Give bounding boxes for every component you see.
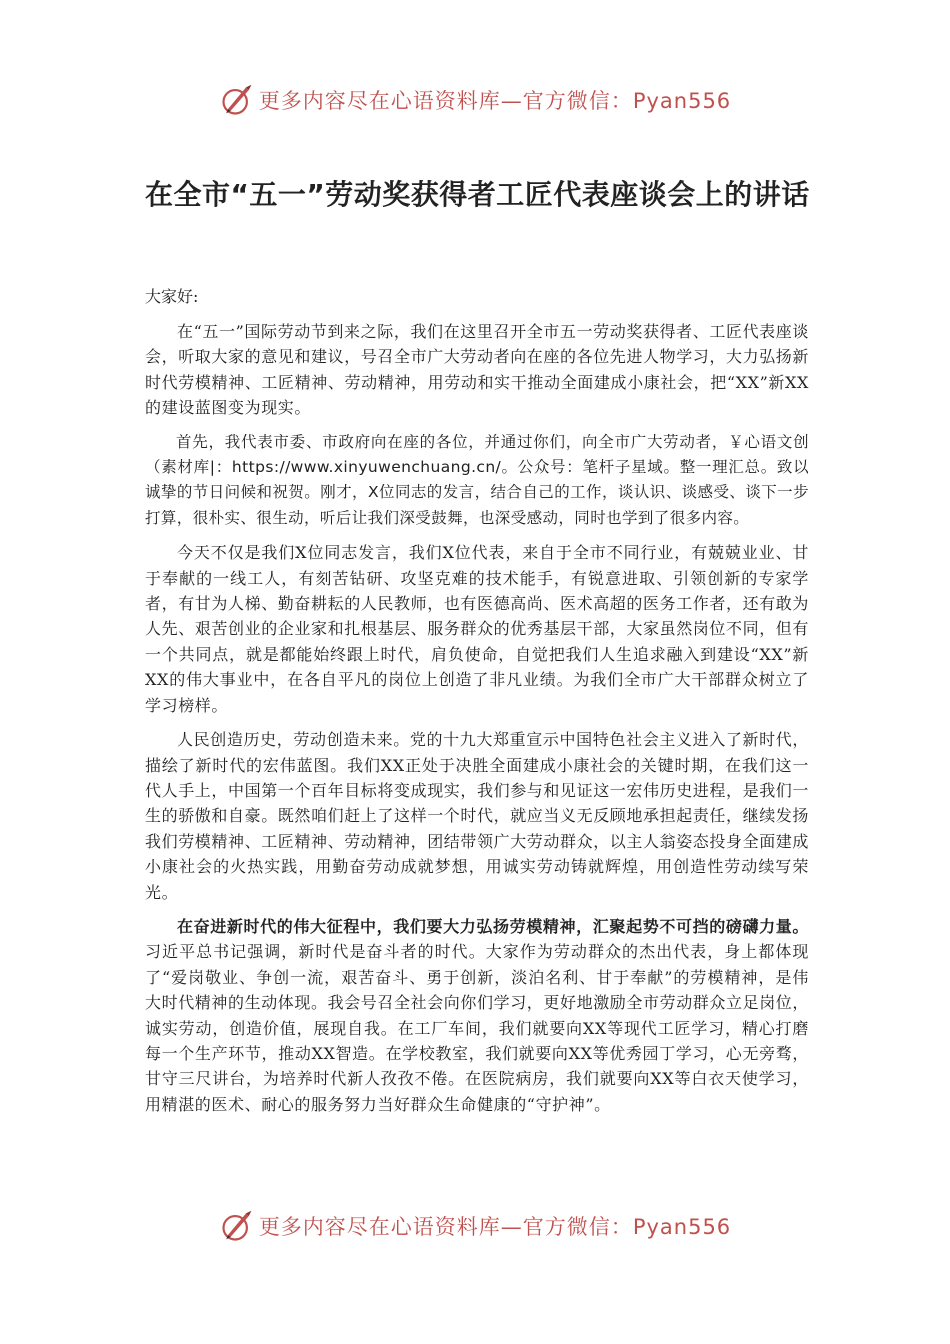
- wechat-id: Pyan556: [632, 1215, 732, 1239]
- greeting: 大家好:: [145, 287, 199, 306]
- document-body: [145, 284, 809, 1126]
- header-banner-content: [219, 82, 731, 118]
- document-title: 在全市“五一”劳动奖获得者工匠代表座谈会上的讲话: [145, 178, 810, 211]
- footer-banner-content: [219, 1208, 731, 1244]
- header-banner: [0, 82, 950, 118]
- quill-pen-logo-icon: [219, 82, 255, 118]
- quill-pen-logo-icon: [219, 1208, 255, 1244]
- paragraph-5-lead: 在奋进新时代的伟大征程中，我们要大力弘扬劳模精神，汇聚起势不可挡的磅礴力量。: [177, 916, 809, 936]
- paragraph-4: 人民创造历史，劳动创造未来。党的十九大郑重宣示中国特色社会主义进入了新时代，描绘了新时代的宏伟蓝图。我们XX正处于决胜全面建成小康社会的关键时期，在我们这一代人手上，中国第一个百年目标将变成现实，我们参与和见证这一宏伟历史进程，是我们一生的骄傲和自豪。既然咱们赶上了这样一个时代，就应当义无反顾地承担起责任，继续发扬我们劳模精神、工匠精神、劳动精神，团结带领广大劳动群众，以主人翁姿态投身全面建成小康社会的火热实践，用勤奋劳动成就梦想，用诚实劳动铸就辉煌，用创造性劳动续写荣光。: [145, 730, 810, 902]
- paragraph-5-body: 习近平总书记强调，新时代是奋斗者的时代。大家作为劳动群众的杰出代表，身上都体现了“爱岗敬业、争创一流，艰苦奋斗、勇于创新，淡泊名利、甘于奉献”的劳模精神，是伟大时代精神的生动体现。我会号召全社会向你们学习，更好地激励全市劳动群众立足岗位，诚实劳动，创造价值，展现自我。在工厂车间，我们就要向XX等现代工匠学习，精心打磨每一个生产环节，推动XX智造。在学校教室，我们就要向XX等优秀园丁学习，心无旁骛，甘守三尺讲台，为培养时代新人孜孜不倦。在医院病房，我们就要向XX等白衣天使学习，用精湛的医术、耐心的服务努力当好群众生命健康的“守护神”。: [145, 942, 810, 1114]
- paragraph-1: 在“五一”国际劳动节到来之际，我们在这里召开全市五一劳动奖获得者、工匠代表座谈会，听取大家的意见和建议，号召全市广大劳动者向在座的各位先进人物学习，大力弘扬新时代劳模精神、工匠精神、劳动精神，用劳动和实干推动全面建成小康社会，把“XX”新XX的建设蓝图变为现实。: [145, 322, 810, 418]
- banner-slogan: 更多内容尽在心语资料库—官方微信：: [258, 89, 633, 113]
- banner-slogan: 更多内容尽在心语资料库—官方微信：: [258, 1215, 633, 1239]
- footer-banner: [0, 1208, 950, 1244]
- banner-text: [259, 1211, 731, 1241]
- banner-text: [259, 85, 731, 115]
- paragraph-3: 今天不仅是我们X位同志发言，我们X位代表，来自于全市不同行业，有兢兢业业、甘于奉献的一线工人，有刻苦钻研、攻坚克难的技术能手，有锐意进取、引领创新的专家学者，有甘为人梯、勤奋耕耘的人民教师，也有医德高尚、医术高超的医务工作者，还有敢为人先、艰苦创业的企业家和扎根基层、服务群众的优秀基层干部，大家虽然岗位不同，但有一个共同点，就是都能始终跟上时代，肩负使命，自觉把我们人生追求融入到建设“XX”新XX的伟大事业中，在各自平凡的岗位上创造了非凡业绩。为我们全市广大干部群众树立了学习榜样。: [145, 543, 810, 715]
- wechat-id: Pyan556: [632, 89, 732, 113]
- paragraph-5: [145, 914, 809, 1117]
- paragraph-2: 首先，我代表市委、市政府向在座的各位，并通过你们，向全市广大劳动者，￥心语文创（素材库|：https://www.xinyuwenchuang.cn/。公众号：笔杆子星域。整一理汇总。致以诚挚的节日问候和祝贺。刚才，X位同志的发言，结合自己的工作，谈认识、谈感受、谈下一步打算，很朴实、很生动，听后让我们深受鼓舞，也深受感动，同时也学到了很多内容。: [145, 432, 809, 527]
